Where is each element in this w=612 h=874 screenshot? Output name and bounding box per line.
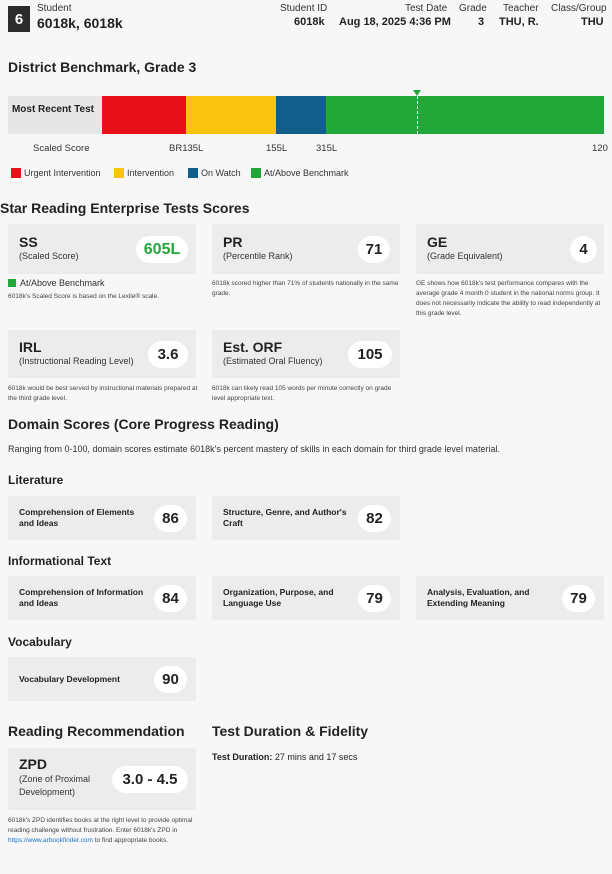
zpd-note: 6018k's ZPD identifies books at the right level to provide optimal reading challenge without frustration. Enter 6018k's ZPD in https://www.arbookfinder.com to find appropriate books. — [8, 817, 193, 844]
domain-score: 84 — [154, 585, 187, 612]
ge-name: (Grade Equivalent) — [427, 251, 503, 261]
teacher-label: Teacher — [503, 3, 539, 14]
domain-score: 82 — [358, 505, 391, 532]
grade-badge: 6 — [8, 6, 30, 32]
orf-note: 6018k can likely read 105 words per minute correctly on grade level appropriate text. — [212, 385, 392, 402]
pr-value: 71 — [358, 236, 390, 263]
on-watch-band — [276, 96, 326, 134]
score-marker-icon — [413, 90, 421, 96]
student-label: Student — [37, 3, 72, 14]
benchmark-row-label: Most Recent Test — [11, 104, 94, 115]
legend-swatch-intervention — [114, 168, 124, 178]
benchmark-title: District Benchmark, Grade 3 — [8, 59, 197, 75]
score-marker-line — [417, 96, 418, 134]
ss-status: At/Above Benchmark — [20, 278, 105, 288]
domain-label: Structure, Genre, and Author's Craft — [223, 507, 347, 528]
tick-br135l: BR135L — [169, 143, 204, 154]
ss-status-swatch — [8, 279, 16, 287]
zpd-value: 3.0 - 4.5 — [112, 766, 188, 793]
ge-abbr: GE — [427, 234, 448, 250]
star-title: Star Reading Enterprise Tests Scores — [0, 200, 250, 216]
grade-label: Grade — [459, 3, 487, 14]
scale-label: Scaled Score — [33, 143, 90, 154]
arbookfinder-link[interactable]: https://www.arbookfinder.com — [8, 837, 93, 844]
pr-name: (Percentile Rank) — [223, 251, 293, 261]
domain-label: Comprehension of Elements and Ideas — [19, 507, 135, 528]
orf-abbr: Est. ORF — [223, 339, 283, 355]
teacher-value: THU, R. — [499, 16, 539, 28]
legend-urgent: Urgent Intervention — [24, 168, 101, 178]
benchmark-band — [326, 96, 604, 134]
ss-note: 6018k's Scaled Score is based on the Lexile® scale. — [8, 293, 159, 300]
domain-score: 90 — [154, 666, 187, 693]
ss-name: (Scaled Score) — [19, 251, 79, 261]
literature-title: Literature — [8, 473, 64, 487]
duration-text: Test Duration: 27 mins and 17 secs — [212, 752, 358, 762]
irl-name: (Instructional Reading Level) — [19, 356, 134, 366]
orf-name: (Estimated Oral Fluency) — [223, 356, 323, 366]
student-id-value: 6018k — [294, 16, 325, 28]
intervention-band — [186, 96, 276, 134]
ss-value: 605L — [136, 236, 188, 263]
irl-note: 6018k would be best served by instructional materials prepared at the third grade level. — [8, 385, 198, 402]
recommendation-title: Reading Recommendation — [8, 723, 185, 739]
informational-title: Informational Text — [8, 554, 112, 568]
domain-intro: Ranging from 0-100, domain scores estimate 6018k's percent mastery of skills in each domain for third grade level material. — [8, 444, 500, 454]
irl-abbr: IRL — [19, 339, 42, 355]
domain-score: 79 — [358, 585, 391, 612]
ge-note: GE shows how 6018k's test performance compares with the average grade 4 month 0 student in the national norms group. It does not necessarily indicate the ability to read independently at this grade level. — [416, 280, 601, 317]
tick-120: 120 — [592, 143, 608, 154]
student-id-label: Student ID — [280, 3, 328, 14]
legend-intervention: Intervention — [127, 168, 175, 178]
orf-value: 105 — [348, 341, 392, 368]
test-date-value: Aug 18, 2025 4:36 PM — [339, 16, 451, 28]
legend-watch: On Watch — [201, 168, 241, 178]
pr-abbr: PR — [223, 234, 243, 250]
legend-benchmark: At/Above Benchmark — [264, 168, 349, 178]
ss-abbr: SS — [19, 234, 38, 250]
class-group-value: THU — [581, 16, 604, 28]
student-name: 6018k, 6018k — [37, 15, 123, 31]
grade-value: 3 — [478, 16, 485, 28]
domain-label: Organization, Purpose, and Language Use — [223, 587, 334, 608]
tick-155l: 155L — [266, 143, 288, 154]
urgent-intervention-band — [102, 96, 186, 134]
legend-swatch-urgent — [11, 168, 21, 178]
zpd-abbr: ZPD — [19, 756, 47, 772]
zpd-name: (Zone of Proximal Development) — [19, 774, 91, 797]
pr-note: 6018k scored higher than 71% of students nationally in the same grade. — [212, 280, 399, 297]
ge-value: 4 — [570, 236, 597, 263]
domain-label: Vocabulary Development — [19, 674, 120, 684]
vocabulary-title: Vocabulary — [8, 635, 72, 649]
domain-score: 86 — [154, 505, 187, 532]
domain-label: Analysis, Evaluation, and Extending Meaning — [427, 587, 530, 608]
legend-swatch-watch — [188, 168, 198, 178]
domain-title: Domain Scores (Core Progress Reading) — [8, 416, 279, 432]
test-date-label: Test Date — [405, 3, 448, 14]
tick-315l: 315L — [316, 143, 338, 154]
duration-title: Test Duration & Fidelity — [212, 723, 369, 739]
class-group-label: Class/Group — [551, 3, 607, 14]
irl-value: 3.6 — [148, 341, 188, 368]
domain-score: 79 — [562, 585, 595, 612]
legend-swatch-benchmark — [251, 168, 261, 178]
domain-label: Comprehension of Information and Ideas — [19, 587, 144, 608]
